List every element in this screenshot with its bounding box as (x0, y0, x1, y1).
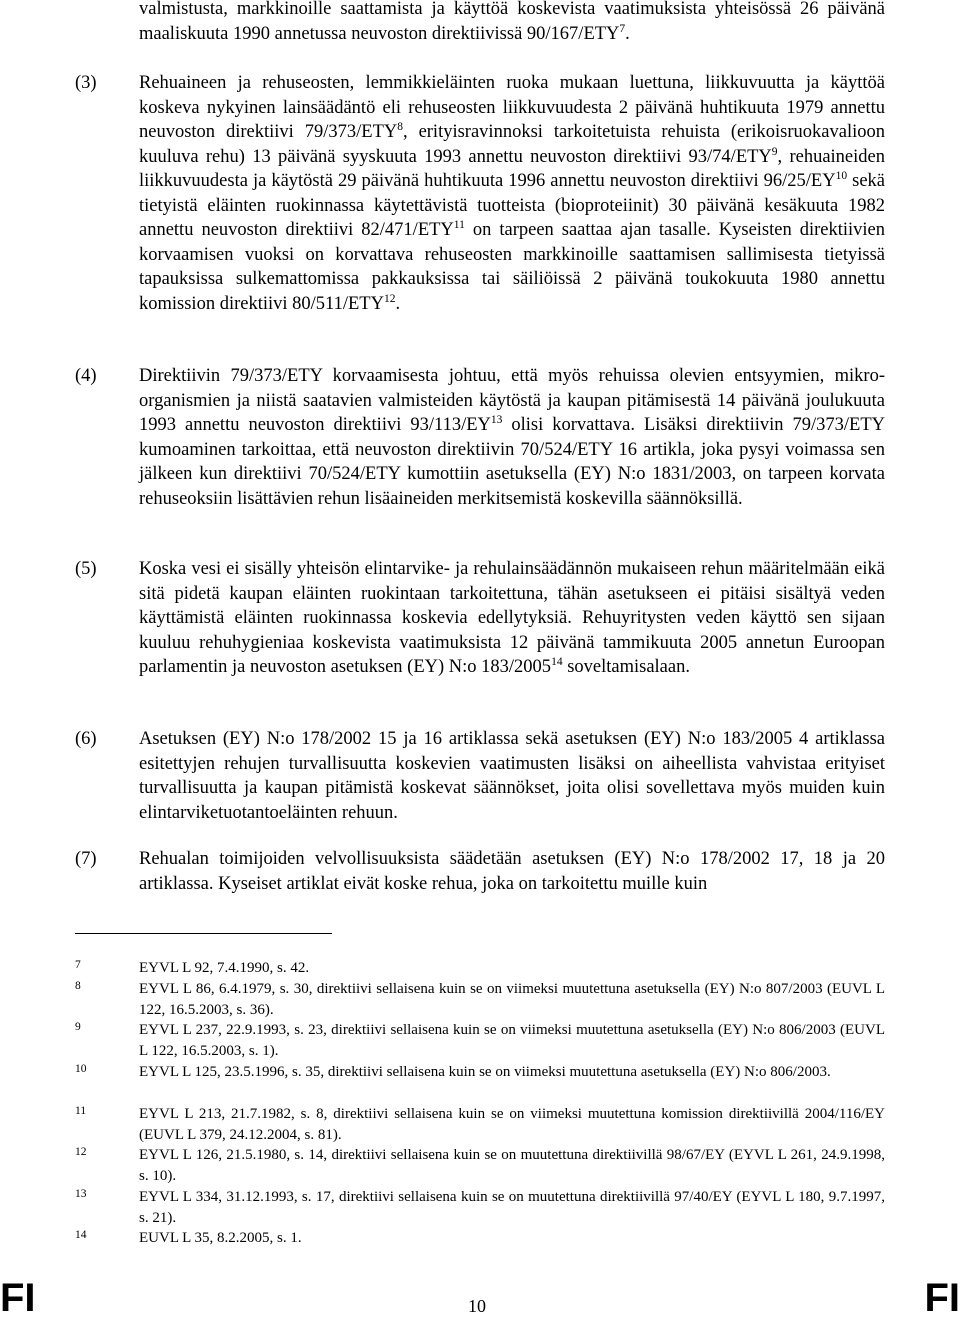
footnote-ref[interactable]: 11 (453, 218, 465, 231)
language-code-left: FI (0, 1276, 36, 1320)
footnote-ref[interactable]: 7 (619, 22, 626, 35)
footnote-ref[interactable]: 13 (490, 413, 503, 426)
paragraph-5-body (139, 557, 885, 680)
paragraph-number: (3) (75, 73, 97, 93)
footnote-number: 7 (75, 959, 81, 971)
footnote-ref[interactable]: 14 (551, 655, 563, 668)
paragraph-3-body (139, 71, 885, 316)
paragraph-7-body (139, 847, 885, 896)
paragraph-4-body (139, 364, 885, 511)
footnote-text: EUVL L 35, 8.2.2005, s. 1. (139, 1230, 302, 1246)
footnote-ref[interactable]: 8 (397, 120, 403, 133)
paragraph-text: Rehuaineen ja rehuseosten, lemmikkieläinten ruoka mukaan luettuna, liikkuvuutta ja käyttöä koskeva nykyinen lainsäädäntö eli rehuseosten liikkuvuudesta 2 päivänä huhtikuuta 1979 annettu neuvoston direktiivi 79/373/ETY (139, 73, 885, 142)
paragraph-text: Asetuksen (EY) N:o 178/2002 15 ja 16 artiklassa sekä asetuksen (EY) N:o 183/2005 4 artiklassa esitettyjen rehujen turvallisuutta koskevien vaatimusten lisäksi on aiheellista vahvistaa erityiset turvallisuutta ja kaupan pitämistä koskevat säännökset, joita olisi sovellettava myös muiden kuin elintarviketuotantoeläinten rehuun. (139, 729, 885, 823)
footnote-ref[interactable]: 10 (835, 169, 848, 182)
intro-tail: . (625, 23, 630, 44)
footnote-number: 12 (75, 1146, 87, 1158)
footnote-text: EYVL L 86, 6.4.1979, s. 30, direktiivi sellaisena kuin se on viimeksi muutettuna asetuksella (EY) N:o 807/2003 (EUVL L 122, 16.5.2003, s. 36). (139, 981, 885, 1018)
intro-paragraph (139, 0, 885, 46)
footnote-text: EYVL L 237, 22.9.1993, s. 23, direktiivi sellaisena kuin se on viimeksi muutettuna asetuksella (EY) N:o 806/2003 (EUVL L 122, 16.5.2003, s. 1). (139, 1022, 885, 1059)
footnote-ref[interactable]: 12 (383, 292, 396, 305)
paragraph-text: soveltamisalaan. (562, 657, 690, 677)
footnote-text: EYVL L 213, 21.7.1982, s. 8, direktiivi sellaisena kuin se on viimeksi muutettuna komission direktiivillä 2004/116/EY (EUVL L 379, 24.12.2004, s. 81). (139, 1106, 885, 1143)
footnote-text: EYVL L 125, 23.5.1996, s. 35, direktiivi sellaisena kuin se on viimeksi muutettuna asetuksella (EY) N:o 806/2003. (139, 1064, 831, 1080)
paragraph-text: sekä tietyistä eläinten ruokinnassa käytettävistä tuotteista (bioproteiinit) 30 päivänä kesäkuuta 1982 annettu neuvoston direktiivi 82/471/ETY (139, 171, 886, 240)
language-code-right: FI (924, 1276, 960, 1320)
footnote-separator (75, 933, 332, 934)
footnote-number: 14 (75, 1229, 87, 1241)
paragraph-text: on tarpeen saattaa ajan tasalle. Kyseisten direktiivien korvaamisen vuoksi on korvattava rehuseosten markkinoille saattamisen sallimisesta tietyissä tapauksissa sulkemattomissa pakkauksissa tai säiliöissä 2 päivänä toukokuuta 1980 annettu komission direktiivi 80/511/ETY (139, 220, 885, 314)
footnote-number: 11 (75, 1105, 87, 1117)
paragraph-text: Koska vesi ei sisälly yhteisön elintarvike- ja rehulainsäädännön mukaiseen rehun määritelmään eikä sitä pidetä kaupan eläinten ruokintaan tarkoitettuna, tähän asetukseen ei pitäisi sisältyä veden käyttämistä eläinten ruokinnassa koskevia edellytyksiä. Rehuyritysten veden käyttö sen sijaan kuuluu rehuhygieniaa koskevista vaatimuksista 12 päivänä tammikuuta 2005 annetun Euroopan parlamentin ja neuvoston asetuksen (EY) N:o 183/2005 (139, 559, 885, 677)
footnote-number: 9 (75, 1021, 81, 1033)
paragraph-6-body (139, 727, 885, 825)
paragraph-text: olisi korvattava. Lisäksi direktiivin 79/373/ETY kumoaminen tarkoittaa, että neuvoston direktiivin 70/524/ETY 16 artikla, joka pysyi voimassa sen jälkeen kun direktiivi 70/524/ETY kumottiin asetuksella (EY) N:o 1831/2003, on tarpeen korvata rehuseoksiin lisättävien rehun lisäaineiden merkitsemistä koskevilla säännöksillä. (139, 415, 885, 509)
footnote-number: 13 (75, 1188, 87, 1200)
paragraph-text: , erityisravinnoksi tarkoitetuista rehuista (erikoisruokavalioon kuuluva rehu) 13 päivänä syyskuuta 1993 annettu neuvoston direktiivi 93/74/ETY (139, 122, 885, 167)
footnote-ref[interactable]: 9 (771, 145, 778, 158)
paragraph-number: (7) (75, 849, 97, 869)
paragraph-number: (4) (75, 366, 97, 386)
paragraph-text: Rehualan toimijoiden velvollisuuksista säädetään asetuksen (EY) N:o 178/2002 17, 18 ja 20 artiklassa. Kyseiset artiklat eivät koske rehua, joka on tarkoitettu muille kuin (139, 849, 885, 894)
paragraph-text: , rehuaineiden liikkuvuudesta ja käytöstä 29 päivänä huhtikuuta 1996 annettu neuvoston direktiivi 96/25/EY (139, 146, 885, 191)
paragraph-number: (5) (75, 559, 97, 579)
footnote-text: EYVL L 92, 7.4.1990, s. 42. (139, 960, 310, 976)
footnote-number: 8 (75, 980, 81, 992)
paragraph-text: Direktiivin 79/373/ETY korvaamisesta johtuu, että myös rehuissa olevien entsyymien, mikro-organismien ja niistä saatavien valmisteiden käytöstä ja kaupan pitämisestä 14 päivänä joulukuuta 1993 annettu neuvoston direktiivi 93/113/EY (139, 366, 885, 435)
paragraph-text: . (395, 293, 401, 314)
footnote-number: 10 (75, 1063, 87, 1075)
page-number: 10 (468, 1296, 486, 1316)
intro-text: valmistusta, markkinoille saattamista ja käyttöä koskevista vaatimuksista yhteisössä 26 päivänä maaliskuuta 1990 annetussa neuvoston direktiivissä 90/167/ETY (139, 0, 885, 44)
footnote-text: EYVL L 334, 31.12.1993, s. 17, direktiivi sellaisena kuin se on muutettuna direktiivillä 97/40/EY (EYVL L 180, 9.7.1997, s. 21). (139, 1189, 885, 1226)
paragraph-number: (6) (75, 729, 97, 749)
footnote-text: EYVL L 126, 21.5.1980, s. 14, direktiivi sellaisena kuin se on muutettuna direktiivillä 98/67/EY (EYVL L 261, 24.9.1998, s. 10). (139, 1147, 885, 1184)
